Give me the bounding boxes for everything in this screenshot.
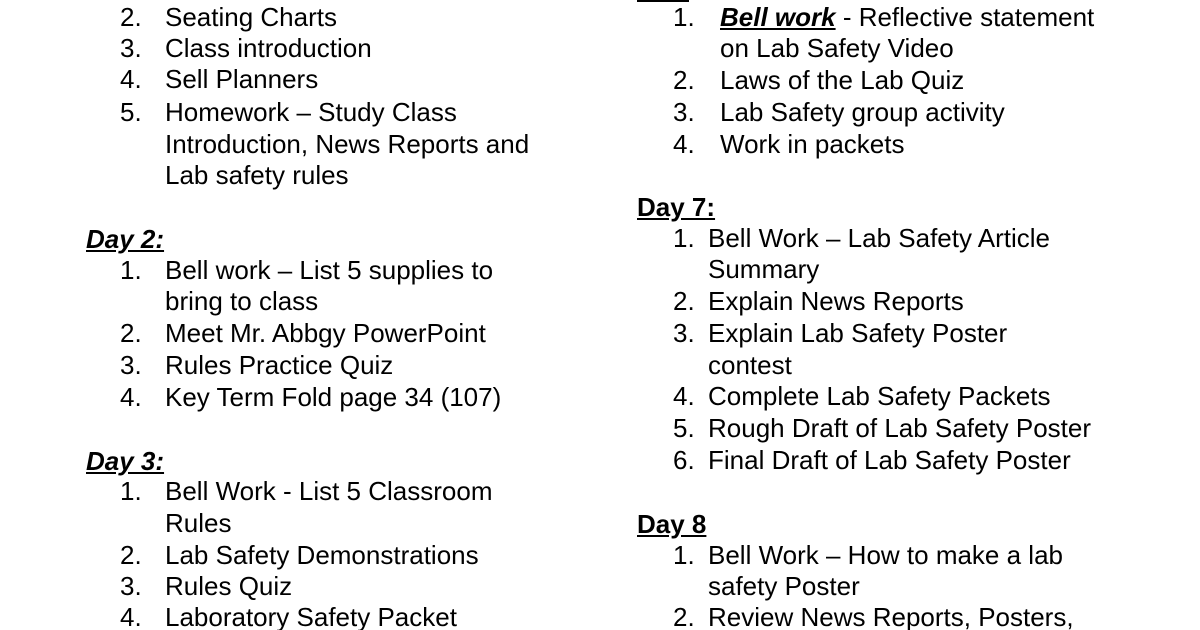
item-number: 6. [673,445,695,475]
item-text: Rules [165,508,232,538]
item-text: Bell Work – Lab Safety Article [708,223,1051,253]
item-number: 3. [673,97,695,127]
item-text: Bell work – List 5 supplies to [165,255,494,285]
item-number: 2. [120,540,142,570]
item-number: 3. [120,33,142,63]
bell-work-label: Bell work [720,2,836,32]
item-number: 1. [120,255,142,285]
item-text: Homework – Study Class [165,97,457,127]
item-text: Introduction, News Reports and [165,129,530,159]
item-text: Summary [708,254,820,284]
day-8-heading: Day 8 [637,509,707,539]
item-text: Laws of the Lab Quiz [720,65,965,95]
day-7-heading: Day 7: [637,192,716,222]
item-text: Rules Quiz [165,571,293,601]
item-number: 4. [673,129,695,159]
item-text: Rough Draft of Lab Safety Poster [708,413,1091,443]
item-text: Review News Reports, Posters, [708,602,1074,630]
day-3-heading: Day 3: [86,446,165,476]
item-text: Explain Lab Safety Poster [708,318,1008,348]
item-text: Class introduction [165,33,372,63]
item-text: Bell Work – How to make a lab [708,540,1063,570]
item-text-rest: - Reflective statement [835,2,1095,32]
item-number: 4. [673,381,695,411]
item-number: 4. [120,64,142,94]
item-number: 1. [673,223,695,253]
item-text [720,2,1094,34]
item-text: Seating Charts [165,2,337,32]
item-number: 1. [673,540,695,570]
item-number: 4. [120,382,142,412]
item-number: 2. [673,65,695,95]
item-number: 3. [673,318,695,348]
item-text: Meet Mr. Abbgy PowerPoint [165,318,486,348]
item-number: 2. [120,318,142,348]
item-number: 3. [120,350,142,380]
item-number: 5. [673,413,695,443]
item-number: 2. [120,2,142,32]
item-number: 4. [120,602,142,630]
item-text: Work in packets [720,129,905,159]
item-number: 1. [120,476,142,506]
item-text: Lab safety rules [165,160,349,190]
item-number: 1. [673,2,695,32]
item-number: 2. [673,286,695,316]
item-text: safety Poster [708,571,860,601]
item-text: Bell Work - List 5 Classroom [165,476,493,506]
item-number: 3. [120,571,142,601]
item-text: Lab Safety Demonstrations [165,540,479,570]
item-text: Sell Planners [165,64,319,94]
item-text: Explain News Reports [708,286,964,316]
item-text: Final Draft of Lab Safety Poster [708,445,1071,475]
item-text: Rules Practice Quiz [165,350,394,380]
item-text: contest [708,350,792,380]
item-number: 2. [673,602,695,630]
item-text: Complete Lab Safety Packets [708,381,1051,411]
item-text: Lab Safety group activity [720,97,1005,127]
day-2-heading: Day 2: [86,224,165,254]
item-text: Laboratory Safety Packet [165,602,457,630]
item-text: bring to class [165,286,319,316]
item-text: Key Term Fold page 34 (107) [165,382,502,412]
item-text: on Lab Safety Video [720,33,954,63]
item-number: 5. [120,97,142,127]
